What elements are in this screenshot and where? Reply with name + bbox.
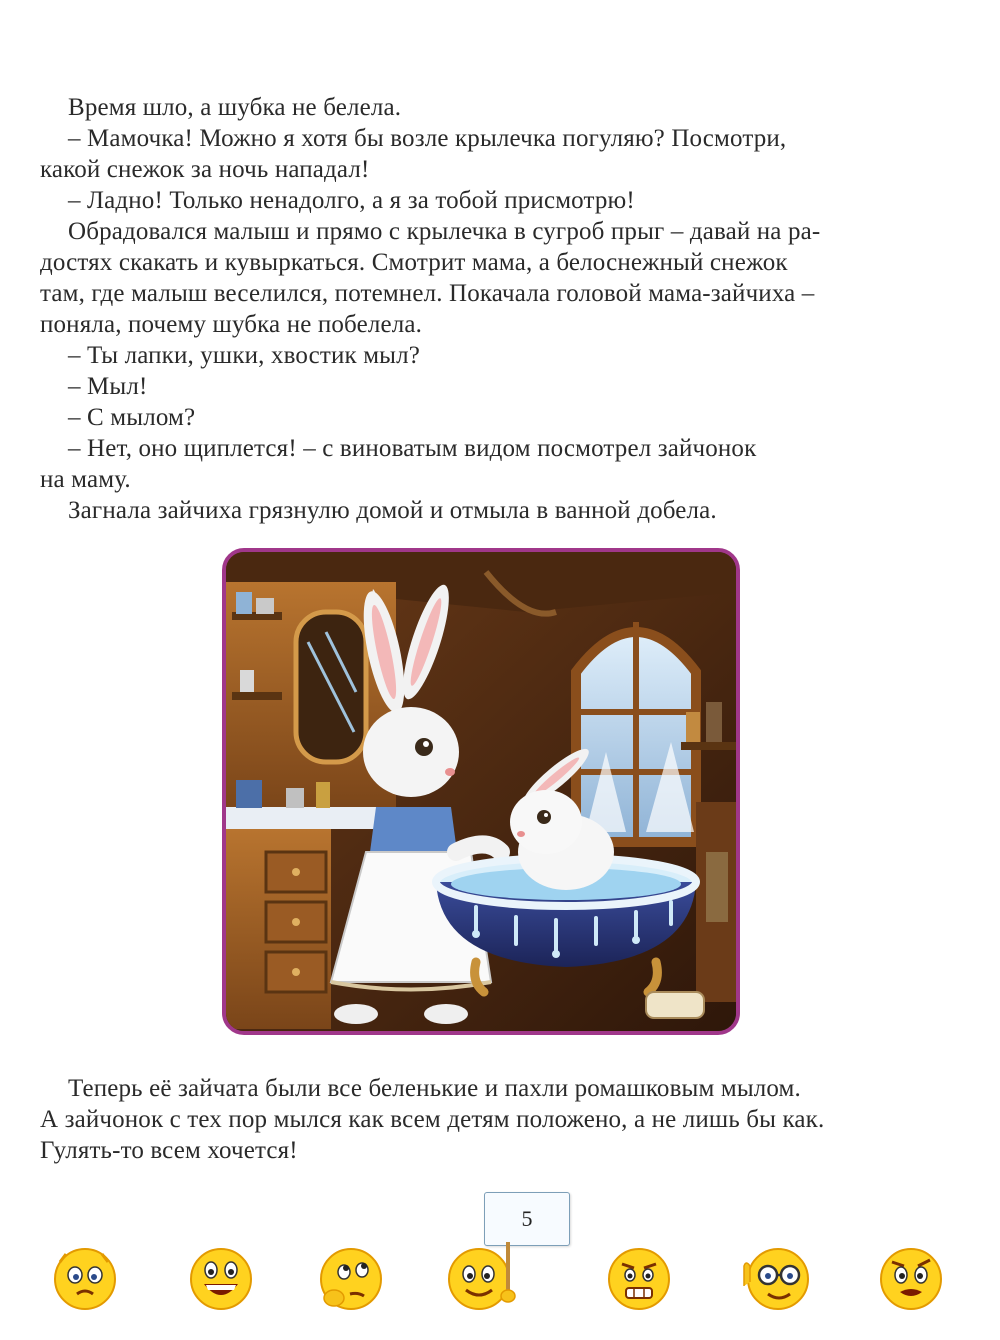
thinking-face-icon: [316, 1242, 386, 1312]
text-line: поняла, почему шубка не побелела.: [40, 311, 422, 338]
text-line: А зайчонок с тех пор мылся как всем детям положено, а не лишь бы как.: [40, 1106, 825, 1133]
text-line: – Мамочка! Можно я хотя бы возле крылечка погуляю? Посмотри,: [68, 125, 787, 152]
text-line: Гулять-то всем хочется!: [40, 1137, 298, 1164]
worried-face-icon: [50, 1242, 120, 1312]
story-text-bottom: [40, 1073, 920, 1166]
text-line: Теперь её зайчата были все беленькие и пахли ромашковым мылом.: [68, 1075, 801, 1102]
text-line: на маму.: [40, 466, 131, 493]
text-line: – С мылом?: [68, 404, 196, 431]
text-line: – Мыл!: [68, 373, 148, 400]
story-text-top: [40, 92, 920, 526]
glasses-face-icon: [740, 1242, 810, 1312]
text-line: достях скакать и кувыркаться. Смотрит мама, а белоснежный снежок: [40, 249, 788, 276]
text-line: Обрадовался малыш и прямо с крылечка в сугроб прыг – давай на ра-: [68, 218, 821, 245]
text-line: Время шло, а шубка не белела.: [68, 94, 402, 121]
bunny-bath-illustration: [222, 548, 740, 1035]
grimacing-face-icon: [604, 1242, 674, 1312]
page-number: 5: [484, 1192, 570, 1246]
grinning-face-icon: [186, 1242, 256, 1312]
text-line: там, где малыш веселился, потемнел. Покачала головой мама-зайчиха –: [40, 280, 815, 307]
text-line: – Ладно! Только ненадолго, а я за тобой присмотрю!: [68, 187, 635, 214]
sign-holding-face-icon: [446, 1242, 516, 1312]
bath-scene-picture: [226, 552, 736, 1031]
text-line: – Ты лапки, ушки, хвостик мыл?: [68, 342, 420, 369]
text-line: Загнала зайчиха грязнулю домой и отмыла в ванной добела.: [68, 497, 717, 524]
surprised-face-icon: [876, 1242, 946, 1312]
text-line: какой снежок за ночь нападал!: [40, 156, 370, 183]
text-line: – Нет, оно щиплется! – с виноватым видом посмотрел зайчонок: [68, 435, 757, 462]
